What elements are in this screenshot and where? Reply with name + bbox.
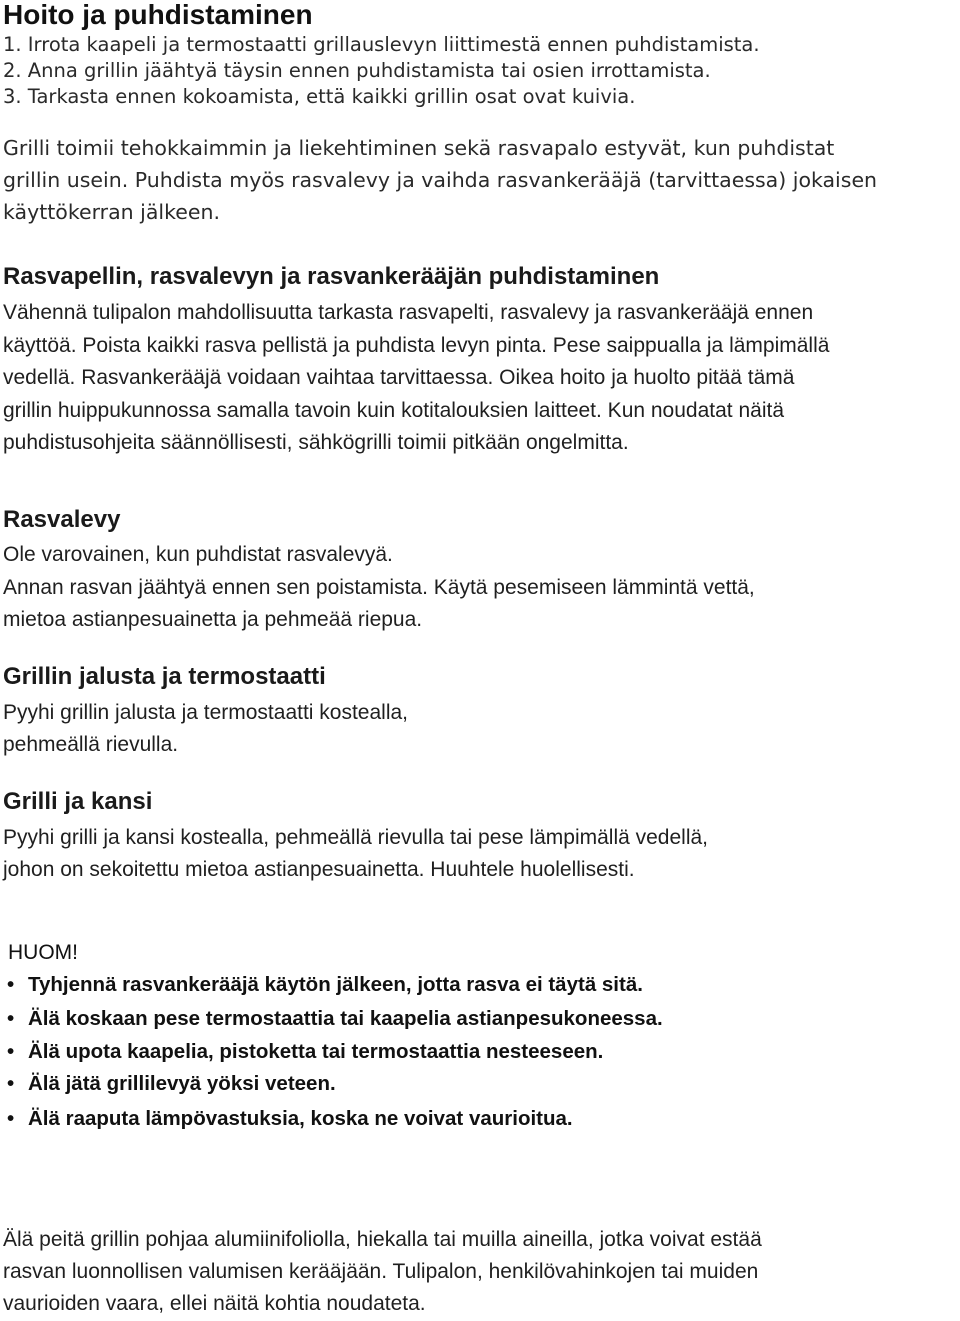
- warning-item: [3, 1004, 663, 1034]
- intro-line-3: käyttökerran jälkeen.: [3, 200, 220, 224]
- warning-item-text: Tyhjennä rasvankerääjä käytön jälkeen, jotta rasva ei täytä sitä.: [28, 973, 643, 996]
- closing-line-3: vaurioiden vaara, ellei näitä kohtia noudateta.: [3, 1292, 426, 1315]
- bullet-icon: •: [7, 973, 15, 996]
- section-heading-grease-cleaning: Rasvapellin, rasvalevyn ja rasvankerääjän puhdistaminen: [3, 263, 660, 290]
- step-2: 2. Anna grillin jäähtyä täysin ennen puhdistamista tai osien irrottamista.: [3, 59, 711, 82]
- bullet-icon: •: [7, 1007, 15, 1030]
- warning-item-text: Älä raaputa lämpövastuksia, koska ne voivat vaurioitua.: [28, 1107, 573, 1130]
- section-line: puhdistusohjeita säännöllisesti, sähkögrilli toimii pitkään ongelmitta.: [3, 431, 629, 454]
- section-heading-grill-lid: Grilli ja kansi: [3, 788, 153, 815]
- section-line: pehmeällä rievulla.: [3, 733, 179, 756]
- section-line: vedellä. Rasvankerääjä voidaan vaihtaa tarvittaessa. Oikea hoito ja huolto pitää tämä: [3, 366, 795, 389]
- section-line: mietoa astianpesuainetta ja pehmeää riepua.: [3, 608, 423, 631]
- section-line: Annan rasvan jäähtyä ennen sen poistamista. Käytä pesemiseen lämmintä vettä,: [3, 576, 755, 599]
- warning-item-text: Älä upota kaapelia, pistoketta tai termostaattia nesteeseen.: [28, 1040, 604, 1063]
- section-line: Ole varovainen, kun puhdistat rasvalevyä.: [3, 543, 393, 566]
- closing-line-2: rasvan luonnollisen valumisen kerääjään. Tulipalon, henkilövahinkojen tai muiden: [3, 1260, 759, 1283]
- section-heading-grease-plate: Rasvalevy: [3, 506, 121, 533]
- section-line: Pyyhi grilli ja kansi kostealla, pehmeällä rievulla tai pese lämpimällä vedellä,: [3, 826, 709, 849]
- intro-line-2: grillin usein. Puhdista myös rasvalevy ja vaihda rasvankerääjä (tarvittaessa) jokaisen: [3, 168, 878, 192]
- closing-line-1: Älä peitä grillin pohjaa alumiinifoliolla, hiekalla tai muilla aineilla, jotka voivat estää: [3, 1228, 762, 1251]
- warning-item-text: Älä koskaan pese termostaattia tai kaapelia astianpesukoneessa.: [28, 1007, 663, 1030]
- section-line: grillin huippukunnossa samalla tavoin kuin kotitalouksien laitteet. Kun noudatat näitä: [3, 399, 784, 422]
- bullet-icon: •: [7, 1040, 15, 1063]
- step-3: 3. Tarkasta ennen kokoamista, että kaikki grillin osat ovat kuivia.: [3, 85, 636, 108]
- section-line: käyttöä. Poista kaikki rasva pellistä ja puhdista levyn pinta. Pese saippualla ja lämpimällä: [3, 334, 830, 357]
- warning-item: [3, 1104, 573, 1134]
- warning-item-text: Älä jätä grillilevyä yöksi veteen.: [28, 1072, 336, 1095]
- warning-item: [3, 1037, 603, 1067]
- step-1: 1. Irrota kaapeli ja termostaatti grillauslevyn liittimestä ennen puhdistamista.: [3, 33, 760, 56]
- warning-item: [3, 1069, 336, 1099]
- intro-line-1: Grilli toimii tehokkaimmin ja liekehtiminen sekä rasvapalo estyvät, kun puhdistat: [3, 136, 835, 160]
- page-title: Hoito ja puhdistaminen: [3, 0, 313, 30]
- bullet-icon: •: [7, 1107, 15, 1130]
- section-line: Vähennä tulipalon mahdollisuutta tarkasta rasvapelti, rasvalevy ja rasvankerääjä ennen: [3, 301, 814, 324]
- section-line: Pyyhi grillin jalusta ja termostaatti kostealla,: [3, 701, 409, 724]
- warning-label: HUOM!: [8, 941, 78, 964]
- section-line: johon on sekoitettu mietoa astianpesuainetta. Huuhtele huolellisesti.: [3, 858, 635, 881]
- bullet-icon: •: [7, 1072, 15, 1095]
- warning-item: [3, 970, 643, 1000]
- section-heading-base-thermostat: Grillin jalusta ja termostaatti: [3, 663, 326, 690]
